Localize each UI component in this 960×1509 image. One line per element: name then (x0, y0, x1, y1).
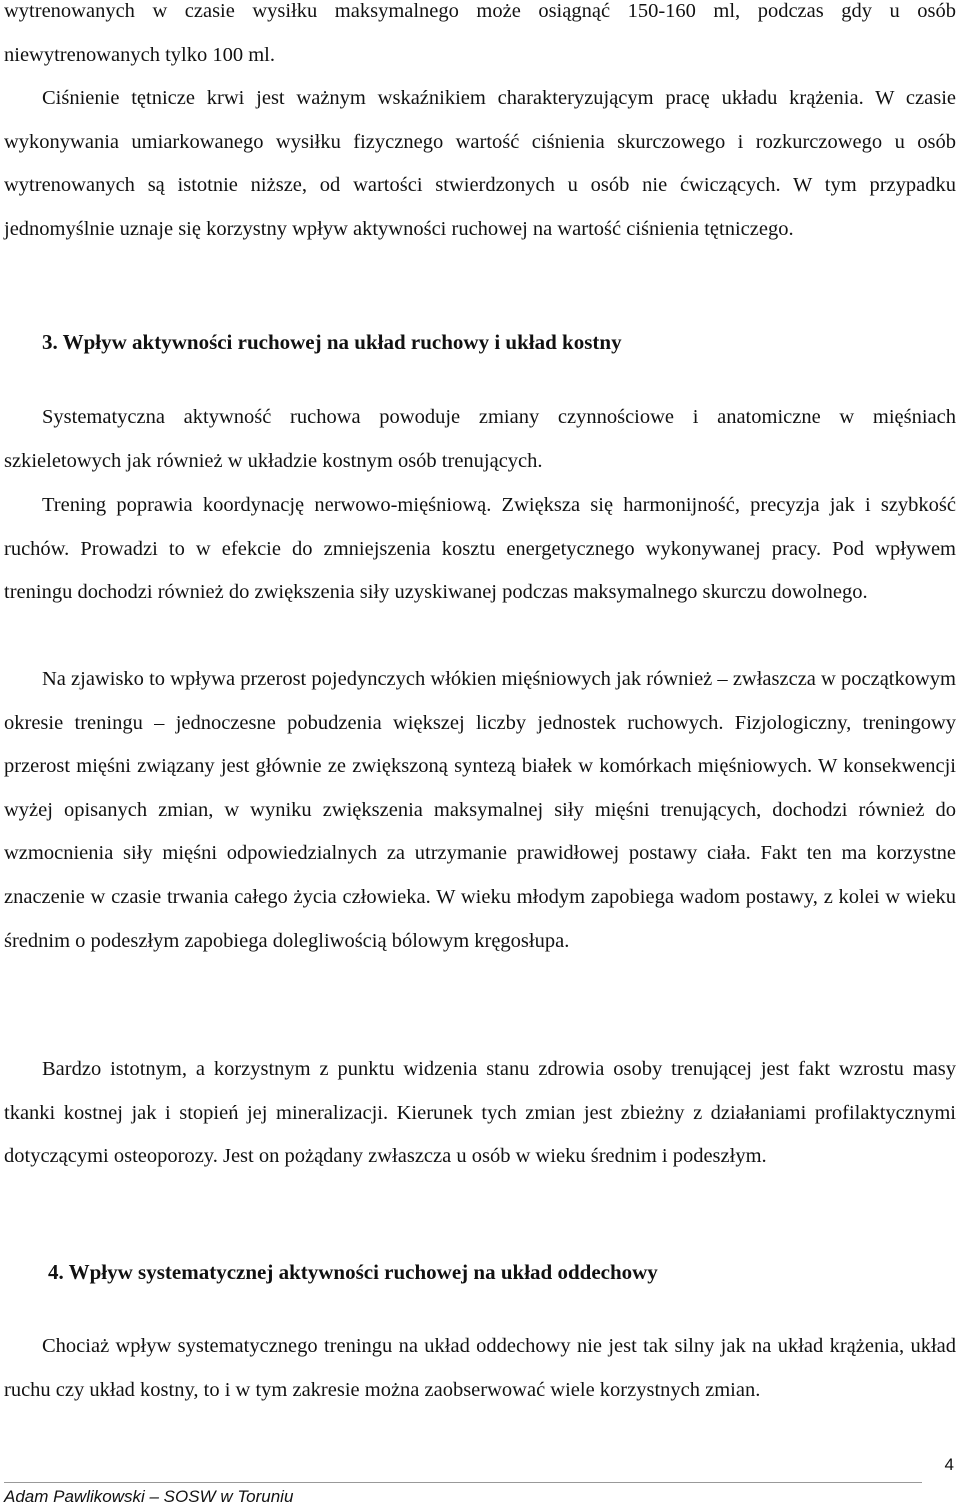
paragraph-heart-volume: wytrenowanych w czasie wysiłku maksymalnego może osiągnąć 150-160 ml, podczas gdy u osób niewytrenowanych tylko 100 ml. (4, 0, 956, 66)
paragraph-bone-mass: Bardzo istotnym, a korzystnym z punktu widzenia stanu zdrowia osoby trenującej jest fakt wzrostu masy tkanki kostnej jak i stopień jej mineralizacji. Kierunek tych zmian jest zbieżny z działaniami profilaktycznymi dotyczącymi osteoporozy. Jest on pożądany zwłaszcza u osób w wieku średnim i podeszłym. (4, 1058, 956, 1168)
paragraph-blood-pressure: Ciśnienie tętnicze krwi jest ważnym wskaźnikiem charakteryzującym pracę układu krążenia. W czasie wykonywania umiarkowanego wysiłku fizycznego wartość ciśnienia skurczowego i rozkurczowego u osób wytrenowanych są istotnie niższe, od wartości stwierdzonych u osób nie ćwiczących. W tym przypadku jednomyślnie uznaje się korzystny wpływ aktywności ruchowej na wartość ciśnienia tętniczego. (4, 87, 956, 240)
page-number: 4 (944, 1455, 954, 1474)
paragraph-systematic-activity: Systematyczna aktywność ruchowa powoduje zmiany czynnościowe i anatomiczne w mięśniach szkieletowych jak również w układzie kostnym osób trenujących. (4, 406, 956, 472)
footer-author: Adam Pawlikowski – SOSW w Toruniu (4, 1487, 294, 1506)
paragraph-training-coordination: Trening poprawia koordynację nerwowo-mięśniową. Zwiększa się harmonijność, precyzja jak i szybkość ruchów. Prowadzi to w efekcie do zmniejszenia kosztu energetycznego wykonywanej pracy. Pod wpływem treningu dochodzi również do zwiększenia siły uzyskiwanej podczas maksymalnego skurczu dowolnego. (4, 494, 956, 604)
section-heading-3: 3. Wpływ aktywności ruchowej na układ ruchowy i układ kostny (42, 330, 622, 354)
section-heading-4: 4. Wpływ systematycznej aktywności ruchowej na układ oddechowy (48, 1260, 658, 1284)
footer-divider (4, 1482, 922, 1483)
paragraph-muscle-hypertrophy: Na zjawisko to wpływa przerost pojedynczych włókien mięśniowych jak również – zwłaszcza w początkowym okresie treningu – jednoczesne pobudzenia większej liczby jednostek ruchowych. Fizjologiczny, treningowy przerost mięśni związany jest głównie ze zwiększoną syntezą białek w komórkach mięśniowych. W konsekwencji wyżej opisanych zmian, w wyniku zwiększenia maksymalnej siły mięśni trenujących, dochodzi również do wzmocnienia siły mięśni odpowiedzialnych za utrzymanie prawidłowej postawy ciała. Fakt ten ma korzystne znaczenie w czasie trwania całego życia człowieka. W wieku młodym zapobiega wadom postawy, z kolei w wieku średnim o podeszłym zapobiega dolegliwością bólowym kręgosłupa. (4, 668, 956, 952)
paragraph-respiratory-system: Chociaż wpływ systematycznego treningu na układ oddechowy nie jest tak silny jak na układ krążenia, układ ruchu czy układ kostny, to i w tym zakresie można zaobserwować wiele korzystnych zmian. (4, 1335, 956, 1401)
